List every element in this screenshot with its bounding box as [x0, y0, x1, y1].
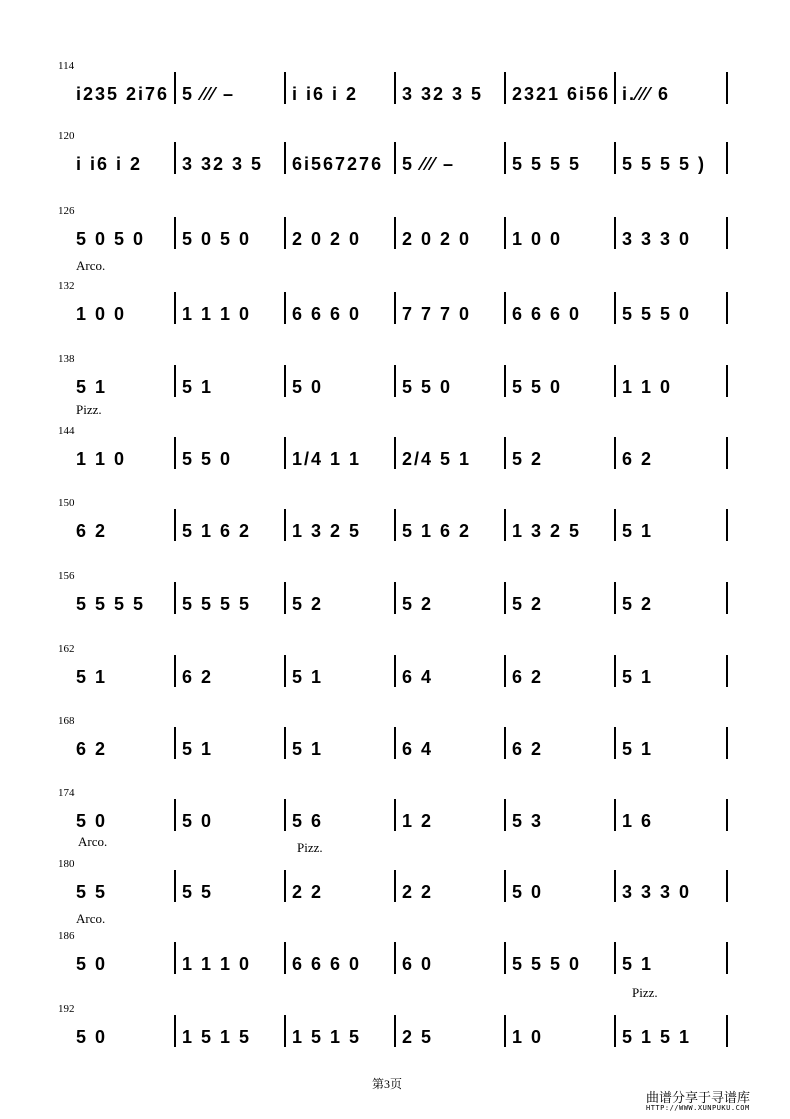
measure-notes: 5 1 — [182, 739, 214, 759]
measure-notes: 1 1 1 0 — [182, 954, 252, 974]
score-system — [0, 570, 790, 644]
measure-notes: 5 ⁄⁄⁄ – — [182, 84, 236, 104]
measure-notes: 2 0 2 0 — [292, 229, 362, 249]
measure — [176, 874, 280, 914]
measure-notes: 5 1 5 1 — [622, 1027, 692, 1047]
barline — [284, 870, 286, 902]
measure-notes: 2321 6i56 — [512, 84, 611, 104]
measure — [396, 946, 500, 986]
score-system — [0, 643, 790, 717]
measure — [506, 1019, 610, 1059]
measure — [506, 441, 610, 481]
measure-notes: 2 2 — [402, 882, 434, 902]
measure — [286, 221, 390, 261]
measure-notes: 5 1 6 2 — [182, 521, 252, 541]
measure — [176, 296, 280, 336]
barline — [726, 942, 728, 974]
measure-notes: 5 1 — [76, 377, 108, 397]
annotation-pizz: Pizz. — [632, 985, 658, 1000]
barline — [726, 799, 728, 831]
measure-notes: 5 6 — [292, 811, 324, 831]
measure — [286, 731, 390, 771]
measure — [616, 369, 720, 409]
barline — [726, 365, 728, 397]
measure — [506, 586, 610, 626]
score-system — [0, 787, 790, 861]
measure — [70, 946, 170, 986]
barline — [394, 142, 396, 174]
barline — [284, 1015, 286, 1047]
annotation-arco: Arco. — [76, 258, 106, 273]
measure — [176, 1019, 280, 1059]
barline — [284, 365, 286, 397]
measure — [616, 1019, 720, 1059]
measure-notes: 5 0 — [292, 377, 324, 397]
measure-notes: 5 2 — [512, 449, 544, 469]
measure-notes: 5 5 — [182, 882, 214, 902]
measure — [506, 296, 610, 336]
barline — [614, 799, 616, 831]
barline — [284, 582, 286, 614]
measure — [286, 803, 390, 843]
measure-notes: i235 2i76 — [76, 84, 170, 104]
measure — [616, 874, 720, 914]
measure-notes: 5 2 — [292, 594, 324, 614]
measure-number: 144 — [58, 425, 75, 437]
measure — [616, 586, 720, 626]
measure — [176, 586, 280, 626]
barline — [284, 655, 286, 687]
measure — [286, 146, 390, 186]
annotation-arco: Arco. — [78, 834, 108, 849]
measure — [176, 513, 280, 553]
measure-notes: 6 2 — [512, 739, 544, 759]
measure-notes: 6i567276 — [292, 154, 384, 174]
watermark-text: 曲谱分享于寻谱库 — [646, 1091, 751, 1106]
barline — [284, 727, 286, 759]
measure — [286, 659, 390, 699]
measure — [396, 659, 500, 699]
annotation-pizz: Pizz. — [297, 840, 323, 855]
barline — [504, 437, 506, 469]
measure — [176, 731, 280, 771]
barline — [504, 509, 506, 541]
barline — [174, 727, 176, 759]
measure-notes: 5 5 — [76, 882, 108, 902]
barline — [504, 1015, 506, 1047]
measure-notes: 1 1 1 0 — [182, 304, 252, 324]
measure-notes: 1 5 1 5 — [292, 1027, 362, 1047]
measure-number: 156 — [58, 570, 75, 582]
measure — [616, 731, 720, 771]
measure-notes: 1 0 — [512, 1027, 544, 1047]
barline — [614, 509, 616, 541]
measure-notes: 5 2 — [512, 594, 544, 614]
barline — [504, 365, 506, 397]
measure-number: 162 — [58, 643, 75, 655]
barline — [284, 217, 286, 249]
measure-number: 114 — [58, 60, 75, 72]
barline — [614, 365, 616, 397]
barline — [284, 509, 286, 541]
measure-notes: 5 5 5 0 — [512, 954, 582, 974]
measure-notes: 5 5 0 — [512, 377, 563, 397]
measure-number: 180 — [58, 858, 75, 870]
measure — [616, 946, 720, 986]
measure-notes: 5 1 — [182, 377, 214, 397]
barline — [394, 1015, 396, 1047]
measure — [286, 874, 390, 914]
measure-notes: 5 5 5 5 — [182, 594, 252, 614]
measure — [286, 76, 390, 116]
measure — [70, 441, 170, 481]
measure-notes: 5 1 — [76, 667, 108, 687]
measure-notes: 6 4 — [402, 667, 434, 687]
measure — [396, 296, 500, 336]
watermark-url: HTTP://WWW.XUNPUKU.COM — [646, 1104, 750, 1112]
barline — [174, 437, 176, 469]
measure-notes: 6 2 — [622, 449, 654, 469]
measure-notes: 2 5 — [402, 1027, 434, 1047]
measure-notes: 1 1 0 — [622, 377, 673, 397]
barline — [174, 1015, 176, 1047]
barline — [394, 365, 396, 397]
barline — [504, 582, 506, 614]
barline — [726, 1015, 728, 1047]
measure-notes: 5 2 — [622, 594, 654, 614]
barline — [394, 582, 396, 614]
measure-number: 132 — [58, 280, 75, 292]
measure-notes: 3 3 3 0 — [622, 229, 692, 249]
barline — [174, 942, 176, 974]
measure-notes: 1 1 0 — [76, 449, 127, 469]
annotation-pizz: Pizz. — [76, 402, 102, 417]
measure-notes: 1/4 1 1 — [292, 449, 362, 469]
measure-notes: i i6 i 2 — [292, 84, 359, 104]
barline — [394, 942, 396, 974]
barline — [174, 509, 176, 541]
measure-notes: 5 1 — [292, 739, 324, 759]
measure-notes: 2 2 — [292, 882, 324, 902]
measure — [176, 146, 280, 186]
measure — [70, 146, 170, 186]
measure — [70, 296, 170, 336]
measure-number: 174 — [58, 787, 75, 799]
measure — [396, 803, 500, 843]
barline — [614, 1015, 616, 1047]
barline — [394, 292, 396, 324]
measure-notes: 5 5 5 5 ) — [622, 154, 707, 174]
measure — [396, 874, 500, 914]
barline — [174, 142, 176, 174]
measure-notes: 1 6 — [622, 811, 654, 831]
measure — [286, 369, 390, 409]
measure — [70, 874, 170, 914]
measure — [286, 1019, 390, 1059]
measure — [176, 369, 280, 409]
score-system — [0, 205, 790, 279]
barline — [394, 870, 396, 902]
measure-notes: 5 1 — [622, 667, 654, 687]
barline — [174, 365, 176, 397]
measure-notes: 5 0 5 0 — [76, 229, 146, 249]
measure-notes: 5 0 — [76, 811, 108, 831]
measure — [70, 659, 170, 699]
measure — [506, 369, 610, 409]
barline — [614, 217, 616, 249]
measure-notes: 5 5 0 — [182, 449, 233, 469]
measure-notes: 5 1 — [622, 521, 654, 541]
measure-notes: 5 2 — [402, 594, 434, 614]
measure-number: 192 — [58, 1003, 75, 1015]
measure-number: 126 — [58, 205, 75, 217]
measure-notes: 1 0 0 — [76, 304, 127, 324]
barline — [614, 72, 616, 104]
barline — [504, 72, 506, 104]
measure-notes: 6 4 — [402, 739, 434, 759]
barline — [284, 942, 286, 974]
measure-notes: 2 0 2 0 — [402, 229, 472, 249]
barline — [726, 870, 728, 902]
measure — [70, 76, 170, 116]
measure-notes: 6 2 — [182, 667, 214, 687]
measure — [70, 1019, 170, 1059]
barline — [394, 799, 396, 831]
score-system — [0, 858, 790, 932]
measure — [616, 76, 720, 116]
measure-notes: 6 2 — [76, 521, 108, 541]
measure-notes: 2/4 5 1 — [402, 449, 472, 469]
barline — [614, 655, 616, 687]
barline — [726, 582, 728, 614]
measure — [286, 946, 390, 986]
barline — [726, 509, 728, 541]
barline — [284, 437, 286, 469]
barline — [504, 142, 506, 174]
measure-notes: 5 0 5 0 — [182, 229, 252, 249]
measure — [616, 296, 720, 336]
barline — [394, 509, 396, 541]
measure — [396, 1019, 500, 1059]
measure — [396, 76, 500, 116]
measure-number: 186 — [58, 930, 75, 942]
barline — [174, 217, 176, 249]
score-system — [0, 60, 790, 134]
barline — [504, 655, 506, 687]
annotation-arco: Arco. — [76, 911, 106, 926]
measure-notes: 5 ⁄⁄⁄ – — [402, 154, 456, 174]
measure — [70, 586, 170, 626]
barline — [614, 437, 616, 469]
measure-notes: 5 0 — [76, 954, 108, 974]
measure — [396, 441, 500, 481]
score-system — [0, 715, 790, 789]
measure-notes: 3 3 3 0 — [622, 882, 692, 902]
barline — [726, 727, 728, 759]
measure — [286, 513, 390, 553]
measure-notes: 3 32 3 5 — [402, 84, 484, 104]
measure — [176, 946, 280, 986]
barline — [174, 582, 176, 614]
barline — [394, 727, 396, 759]
measure — [286, 441, 390, 481]
measure — [616, 221, 720, 261]
barline — [394, 72, 396, 104]
measure — [506, 731, 610, 771]
measure — [616, 441, 720, 481]
measure — [176, 659, 280, 699]
measure-notes: 5 1 — [292, 667, 324, 687]
measure-number: 168 — [58, 715, 75, 727]
score-system — [0, 930, 790, 1004]
measure — [506, 803, 610, 843]
barline — [284, 292, 286, 324]
measure — [506, 659, 610, 699]
measure — [506, 874, 610, 914]
measure-notes: 1 5 1 5 — [182, 1027, 252, 1047]
barline — [174, 870, 176, 902]
barline — [614, 870, 616, 902]
measure-notes: 6 2 — [76, 739, 108, 759]
barline — [504, 727, 506, 759]
measure-notes: 6 6 6 0 — [512, 304, 582, 324]
measure — [70, 221, 170, 261]
measure — [396, 513, 500, 553]
measure — [506, 76, 610, 116]
measure — [616, 659, 720, 699]
measure — [286, 586, 390, 626]
score-system — [0, 497, 790, 571]
barline — [284, 142, 286, 174]
measure — [176, 221, 280, 261]
measure-notes: 1 3 2 5 — [292, 521, 362, 541]
measure-number: 138 — [58, 353, 75, 365]
barline — [174, 292, 176, 324]
score-system — [0, 425, 790, 499]
barline — [614, 582, 616, 614]
measure — [506, 946, 610, 986]
barline — [614, 142, 616, 174]
measure-notes: i i6 i 2 — [76, 154, 143, 174]
measure-notes: 7 7 7 0 — [402, 304, 472, 324]
barline — [284, 799, 286, 831]
barline — [726, 655, 728, 687]
barline — [504, 217, 506, 249]
measure — [396, 221, 500, 261]
barline — [174, 655, 176, 687]
measure — [616, 513, 720, 553]
barline — [394, 217, 396, 249]
measure-number: 120 — [58, 130, 75, 142]
measure-notes: 6 2 — [512, 667, 544, 687]
measure — [396, 369, 500, 409]
barline — [614, 942, 616, 974]
score-system — [0, 130, 790, 204]
measure — [396, 731, 500, 771]
measure-notes: 6 6 6 0 — [292, 954, 362, 974]
measure — [176, 803, 280, 843]
measure-notes: 1 2 — [402, 811, 434, 831]
barline — [504, 870, 506, 902]
measure-notes: 5 1 6 2 — [402, 521, 472, 541]
barline — [394, 655, 396, 687]
measure-notes: 5 0 — [182, 811, 214, 831]
barline — [726, 142, 728, 174]
measure-notes: 1 3 2 5 — [512, 521, 582, 541]
barline — [394, 437, 396, 469]
measure-notes: i.⁄⁄⁄ 6 — [622, 84, 671, 104]
measure-notes: 5 1 — [622, 954, 654, 974]
barline — [614, 727, 616, 759]
measure-notes: 5 5 5 5 — [76, 594, 146, 614]
measure — [506, 221, 610, 261]
measure-notes: 5 0 — [76, 1027, 108, 1047]
barline — [504, 292, 506, 324]
measure — [176, 441, 280, 481]
measure-notes: 5 5 5 0 — [622, 304, 692, 324]
measure — [70, 731, 170, 771]
barline — [726, 72, 728, 104]
measure — [616, 146, 720, 186]
measure-notes: 5 5 5 5 — [512, 154, 582, 174]
measure-notes: 5 1 — [622, 739, 654, 759]
score-system — [0, 1003, 790, 1077]
measure-number: 150 — [58, 497, 75, 509]
barline — [726, 437, 728, 469]
measure-notes: 3 32 3 5 — [182, 154, 264, 174]
barline — [504, 799, 506, 831]
measure — [286, 296, 390, 336]
measure-notes: 5 0 — [512, 882, 544, 902]
measure-notes: 5 5 0 — [402, 377, 453, 397]
measure-notes: 5 3 — [512, 811, 544, 831]
barline — [726, 217, 728, 249]
barline — [174, 72, 176, 104]
measure — [70, 513, 170, 553]
score-system — [0, 353, 790, 427]
measure-notes: 6 0 — [402, 954, 434, 974]
measure — [176, 76, 280, 116]
measure-notes: 1 0 0 — [512, 229, 563, 249]
measure-notes: 6 6 6 0 — [292, 304, 362, 324]
barline — [284, 72, 286, 104]
barline — [614, 292, 616, 324]
measure — [616, 803, 720, 843]
measure — [506, 146, 610, 186]
barline — [504, 942, 506, 974]
page-number: 第3页 — [372, 1077, 403, 1091]
measure — [506, 513, 610, 553]
measure — [396, 146, 500, 186]
barline — [174, 799, 176, 831]
barline — [726, 292, 728, 324]
measure — [396, 586, 500, 626]
score-system — [0, 280, 790, 354]
